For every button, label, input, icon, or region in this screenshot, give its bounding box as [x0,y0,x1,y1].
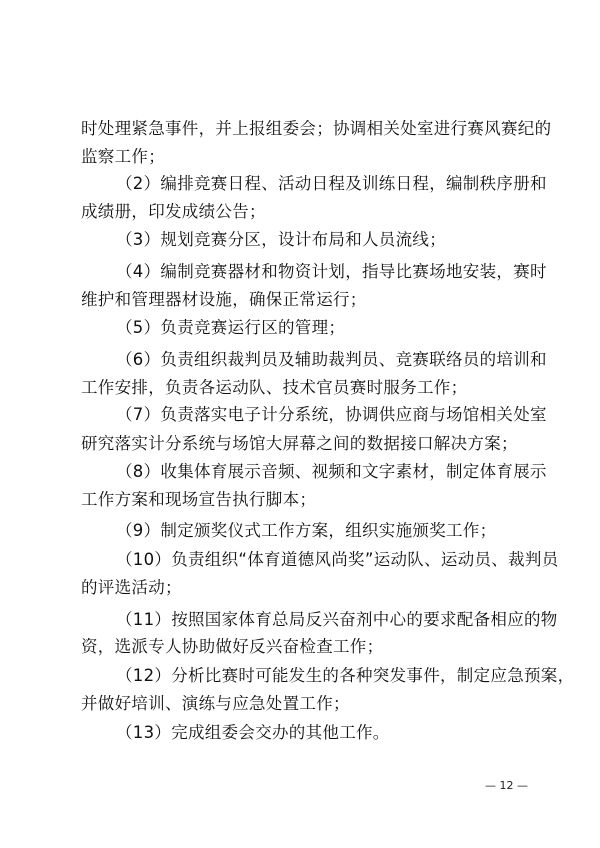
text-line: 并做好培训、演练与应急处置工作； [81,694,350,713]
text-line: 时处理紧急事件，并上报组委会；协调相关处室进行赛风赛纪的 [81,119,552,138]
text-line: 研究落实计分系统与场馆大屏幕之间的数据接口解决方案； [81,434,518,453]
text-line: （5）负责竞赛运行区的管理； [116,318,346,337]
text-line: （3）规划竞赛分区，设计布局和人员流线； [116,230,446,249]
text-line: 资，选派专人协助做好反兴奋检查工作； [81,637,384,656]
page-number: — 12 — [485,779,528,792]
text-line: （2）编排竞赛日程、活动日程及训练日程，编制秩序册和 [116,174,547,193]
text-line: 监察工作； [81,147,165,166]
text-line: （6）负责组织裁判员及辅助裁判员、竞赛联络员的培训和 [116,350,547,369]
text-line: 的评选活动； [81,578,182,597]
text-line: （11）按照国家体育总局反兴奋剂中心的要求配备相应的物 [116,610,558,629]
text-line: （9）制定颁奖仪式工作方案，组织实施颁奖工作； [116,521,497,540]
text-line: 工作方案和现场宣告执行脚本； [81,490,317,509]
text-line: （12）分析比赛时可能发生的各种突发事件，制定应急预案， [116,666,575,685]
text-line: 工作安排，负责各运动队、技术官员赛时服务工作； [81,378,468,397]
text-line: （7）负责落实电子计分系统，协调供应商与场馆相关处室 [116,405,547,424]
text-line: （13）完成组委会交办的其他工作。 [116,723,390,742]
text-line: （10）负责组织“体育道德风尚奖”运动队、运动员、裁判员 [116,550,559,569]
text-line: （4）编制竞赛器材和物资计划，指导比赛场地安装，赛时 [116,262,547,281]
text-line: 成绩册，印发成绩公告； [81,202,266,221]
text-line: 维护和管理器材设施，确保正常运行； [81,290,367,309]
text-line: （8）收集体育展示音频、视频和文字素材，制定体育展示 [116,462,547,481]
